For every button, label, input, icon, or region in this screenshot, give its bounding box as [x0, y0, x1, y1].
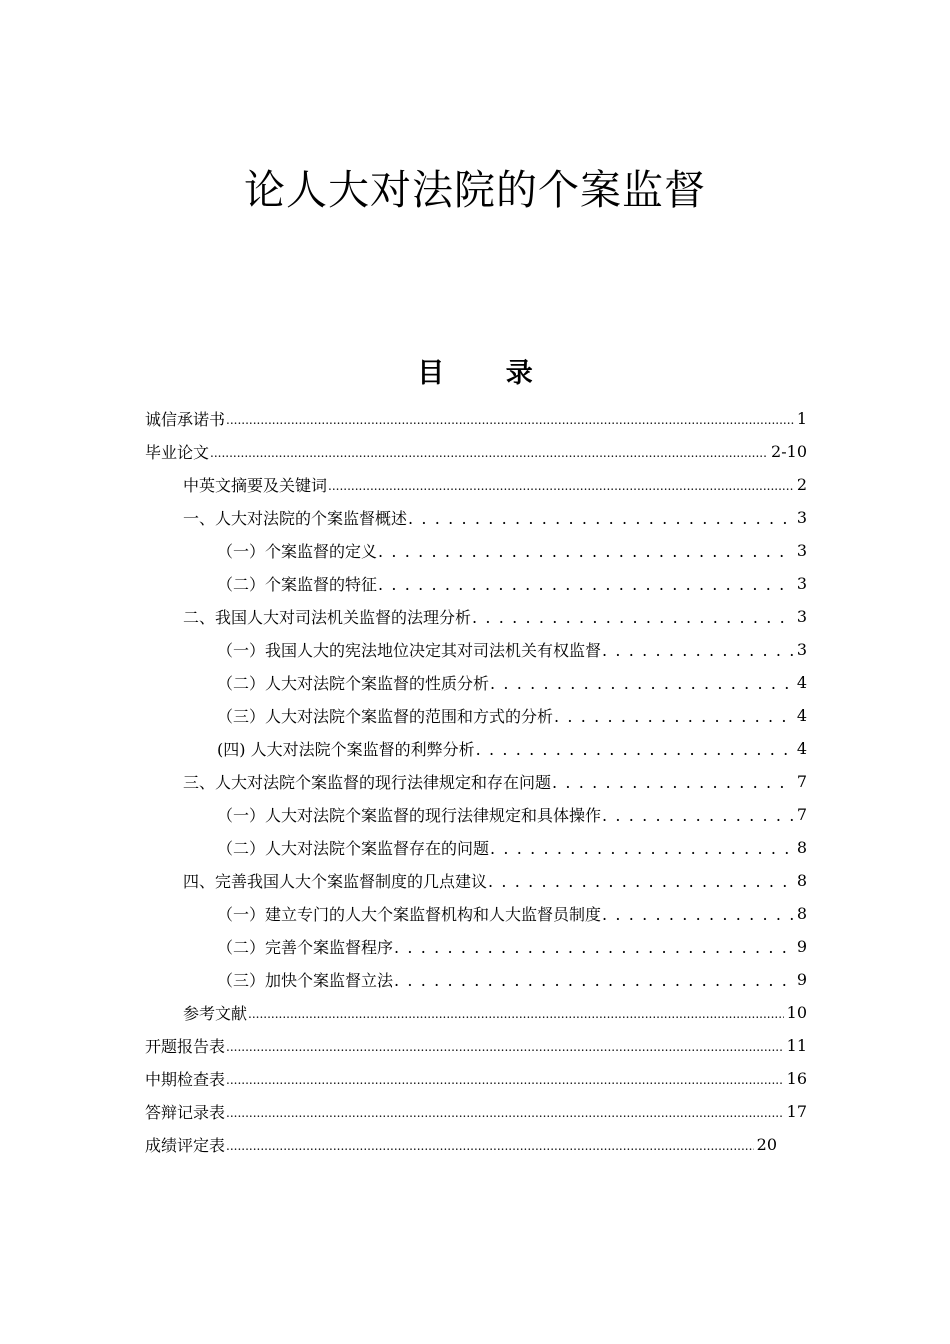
toc-heading: 目 录: [417, 358, 559, 389]
toc-entry-label: (四) 人大对法院个案监督的利弊分析: [217, 740, 475, 759]
toc-dot-leader: [226, 1095, 784, 1128]
toc-dot-leader: [210, 435, 768, 468]
toc-entry-page: 1: [796, 409, 807, 428]
toc-entry-label: （一）我国人大的宪法地位决定其对司法机关有权监督: [217, 641, 602, 660]
toc-entry[interactable]: [0, 864, 807, 897]
toc-entry-page: 4: [796, 706, 807, 725]
toc-entry-label: （一）人大对法院个案监督的现行法律规定和具体操作: [217, 806, 602, 825]
toc-entry-label: （三）加快个案监督立法: [217, 971, 394, 990]
toc-entry-label: 答辩记录表: [145, 1103, 226, 1122]
toc-entry-page: 3: [796, 508, 807, 527]
toc-entry[interactable]: [0, 897, 807, 930]
toc-dot-leader: [408, 501, 794, 534]
toc-entry[interactable]: [0, 633, 807, 666]
toc-entry-page: 7: [796, 772, 807, 791]
toc-entry-page: 2: [796, 475, 807, 494]
toc-entry[interactable]: [0, 765, 807, 798]
toc-entry[interactable]: [0, 1128, 777, 1161]
toc-entry-page: 16: [786, 1069, 807, 1088]
toc-entry[interactable]: [0, 402, 807, 435]
toc-entry-label: 二、我国人大对司法机关监督的法理分析: [183, 608, 472, 627]
toc-entry[interactable]: [0, 567, 807, 600]
toc-dot-leader: [226, 1029, 784, 1062]
toc-entry-label: 成绩评定表: [145, 1136, 226, 1155]
toc-entry-page: 7: [796, 805, 807, 824]
toc-entry-label: （三）人大对法院个案监督的范围和方式的分析: [217, 707, 554, 726]
toc-entry[interactable]: [0, 963, 807, 996]
toc-dot-leader: [394, 963, 794, 996]
toc-entry-page: 11: [786, 1036, 807, 1055]
toc-entry[interactable]: [0, 666, 807, 699]
toc-entry-page: 9: [796, 937, 807, 956]
toc-dot-leader: [476, 732, 794, 765]
toc-entry[interactable]: [0, 1062, 807, 1095]
toc-entry[interactable]: [0, 1029, 807, 1062]
toc-dot-leader: [226, 1062, 784, 1095]
toc-dot-leader: [490, 666, 794, 699]
toc-entry-page: 4: [796, 739, 807, 758]
toc-entry-page: 2-10: [771, 442, 807, 461]
toc-entry-label: 一、人大对法院的个案监督概述: [183, 509, 408, 528]
toc-entry[interactable]: [0, 732, 807, 765]
toc-entry-label: 参考文献: [183, 1004, 248, 1023]
toc-dot-leader: [226, 402, 794, 435]
toc-entry[interactable]: [0, 831, 807, 864]
toc-entry-page: 3: [796, 607, 807, 626]
toc-entry[interactable]: [0, 468, 807, 501]
toc-entry-label: 开题报告表: [145, 1037, 226, 1056]
toc-entry-label: （一）个案监督的定义: [217, 542, 378, 561]
toc-entry-page: 3: [796, 640, 807, 659]
toc-dot-leader: [248, 996, 784, 1029]
toc-entry-label: （一）建立专门的人大个案监督机构和人大监督员制度: [217, 905, 602, 924]
table-of-contents: [0, 402, 950, 1161]
toc-dot-leader: [602, 798, 794, 831]
toc-entry-label: 诚信承诺书: [145, 410, 226, 429]
toc-entry-label: （二）人大对法院个案监督的性质分析: [217, 674, 490, 693]
toc-entry-page: 8: [796, 871, 807, 890]
toc-dot-leader: [226, 1128, 754, 1161]
toc-dot-leader: [554, 699, 794, 732]
toc-entry[interactable]: [0, 930, 807, 963]
toc-entry-label: （二）个案监督的特征: [217, 575, 378, 594]
toc-dot-leader: [328, 468, 794, 501]
toc-entry-label: （二）完善个案监督程序: [217, 938, 394, 957]
toc-entry[interactable]: [0, 1095, 807, 1128]
toc-dot-leader: [472, 600, 794, 633]
toc-entry-page: 20: [756, 1135, 777, 1154]
toc-entry[interactable]: [0, 699, 807, 732]
toc-entry[interactable]: [0, 600, 807, 633]
toc-entry-page: 10: [786, 1003, 807, 1022]
toc-entry-label: 四、完善我国人大个案监督制度的几点建议: [183, 872, 488, 891]
toc-entry-label: 三、人大对法院个案监督的现行法律规定和存在问题: [183, 773, 552, 792]
toc-entry[interactable]: [0, 996, 807, 1029]
toc-entry-label: 毕业论文: [145, 443, 210, 462]
toc-entry-page: 17: [786, 1102, 807, 1121]
toc-dot-leader: [602, 633, 794, 666]
toc-entry-page: 8: [796, 838, 807, 857]
document-title: 论人大对法院的个案监督: [244, 166, 706, 214]
toc-entry[interactable]: [0, 501, 807, 534]
toc-entry-page: 4: [796, 673, 807, 692]
toc-dot-leader: [552, 765, 794, 798]
toc-entry[interactable]: [0, 435, 807, 468]
toc-entry-label: 中英文摘要及关键词: [183, 476, 328, 495]
toc-dot-leader: [378, 534, 794, 567]
toc-entry-page: 3: [796, 574, 807, 593]
toc-entry-label: 中期检查表: [145, 1070, 226, 1089]
toc-dot-leader: [488, 864, 794, 897]
toc-dot-leader: [602, 897, 794, 930]
toc-entry-page: 3: [796, 541, 807, 560]
toc-dot-leader: [394, 930, 794, 963]
toc-entry[interactable]: [0, 534, 807, 567]
toc-entry-page: 8: [796, 904, 807, 923]
toc-dot-leader: [490, 831, 794, 864]
toc-dot-leader: [378, 567, 794, 600]
toc-entry[interactable]: [0, 798, 807, 831]
toc-entry-page: 9: [796, 970, 807, 989]
toc-entry-label: （二）人大对法院个案监督存在的问题: [217, 839, 490, 858]
